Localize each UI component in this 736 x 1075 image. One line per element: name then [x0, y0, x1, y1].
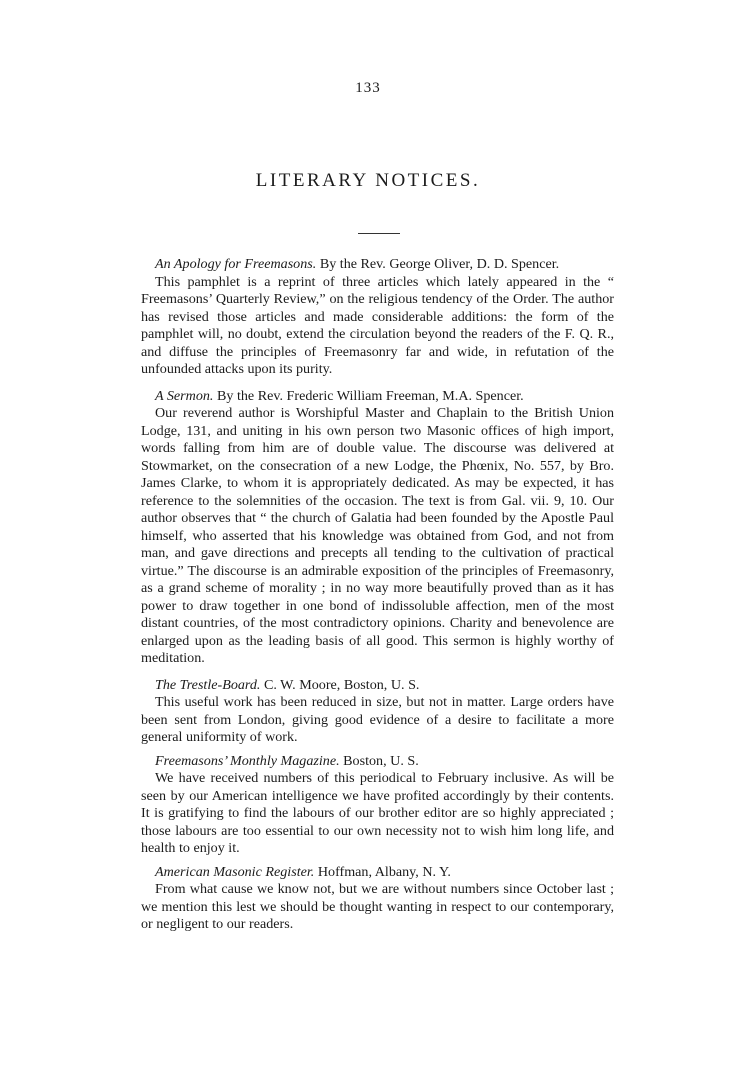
notices-column: [141, 256, 614, 943]
notice-title: A Sermon.: [155, 387, 214, 404]
notice-heading: [141, 753, 614, 771]
notice-byline: Hoffman, Albany, N. Y.: [317, 863, 451, 880]
notice-apology-for-freemasons: [141, 256, 614, 379]
notice-body: This useful work has been reduced in size, but not in matter. Large orders have been sent from London, giving good evidence of a desire to facilitate a more general uniformity of work.: [141, 694, 614, 745]
notice-trestle-board: [141, 677, 614, 747]
notice-byline: By the Rev. George Oliver, D. D. Spencer.: [319, 256, 560, 272]
notice-freemasons-monthly-magazine: [141, 753, 614, 858]
notice-body: Our reverend author is Worshipful Master and Chaplain to the British Union Lodge, 131, and uniting in his own person two Masonic offices of high import, words falling from him are of double value. The discourse was delivered at Stowmarket, on the consecration of a new Lodge, the Phœnix, No. 557, by Bro. James Clarke, to whom it is appropriately dedicated. As may be expected, it has reference to the solemnities of the occasion. The text is from Gal. vii. 9, 10. Our author observes that “ the church of Galatia had been founded by the Apostle Paul himself, who asserted that his knowledge was obtained from God, and not from man, and gave directions and precepts all tending to the cultivation of practical virtue.” The discourse is an admirable exposition of the principles of Freemasonry, as a grand scheme of morality ; in no way more beautifully proved than as it has power to draw together in one bond of indissoluble affection, men of the most distant countries, of the most contradictory opinions. Charity and benevolence are enlarged upon as the leading basis of all good. This sermon is highly worthy of meditation.: [141, 405, 614, 666]
notice-title: Freemasons’ Monthly Magazine.: [155, 752, 340, 769]
notice-title: American Masonic Register.: [155, 863, 315, 880]
notice-title: An Apology for Freemasons.: [155, 256, 317, 272]
page-number: 133: [355, 80, 381, 96]
notice-byline: C. W. Moore, Boston, U. S.: [263, 676, 420, 693]
notice-heading: [141, 677, 614, 695]
title-divider: [358, 233, 400, 234]
section-title: LITERARY NOTICES.: [255, 170, 481, 191]
notice-heading: [141, 864, 614, 882]
notice-byline: Boston, U. S.: [343, 752, 419, 769]
notice-title: The Trestle-Board.: [155, 676, 261, 693]
notice-body: From what cause we know not, but we are without numbers since October last ; we mention this lest we should be thought wanting in respect to our contemporary, or negligent to our readers.: [141, 881, 614, 932]
notice-heading: [141, 256, 614, 274]
notice-body: This pamphlet is a reprint of three articles which lately appeared in the “ Freemasons’ Quarterly Review,” on the religious tendency of the Order. The author has revised those articles and made considerable additions: the form of the pamphlet will, no doubt, extend the circulation beyond the readers of the F. Q. R., and diffuse the principles of Freemasonry far and wide, in refutation of the unfounded attacks upon its purity.: [141, 273, 614, 377]
notice-body: We have received numbers of this periodical to February inclusive. As will be seen by our American intelligence we have profited accordingly by their contents. It is gratifying to find the labours of our brother editor are so highly appreciated ; those labours are too essential to our own necessity not to wish him long life, and health to enjoy it.: [141, 770, 614, 856]
notice-american-masonic-register: [141, 864, 614, 934]
notice-heading: [141, 388, 614, 406]
notice-byline: By the Rev. Frederic William Freeman, M.A. Spencer.: [217, 387, 524, 404]
notice-a-sermon: [141, 388, 614, 668]
